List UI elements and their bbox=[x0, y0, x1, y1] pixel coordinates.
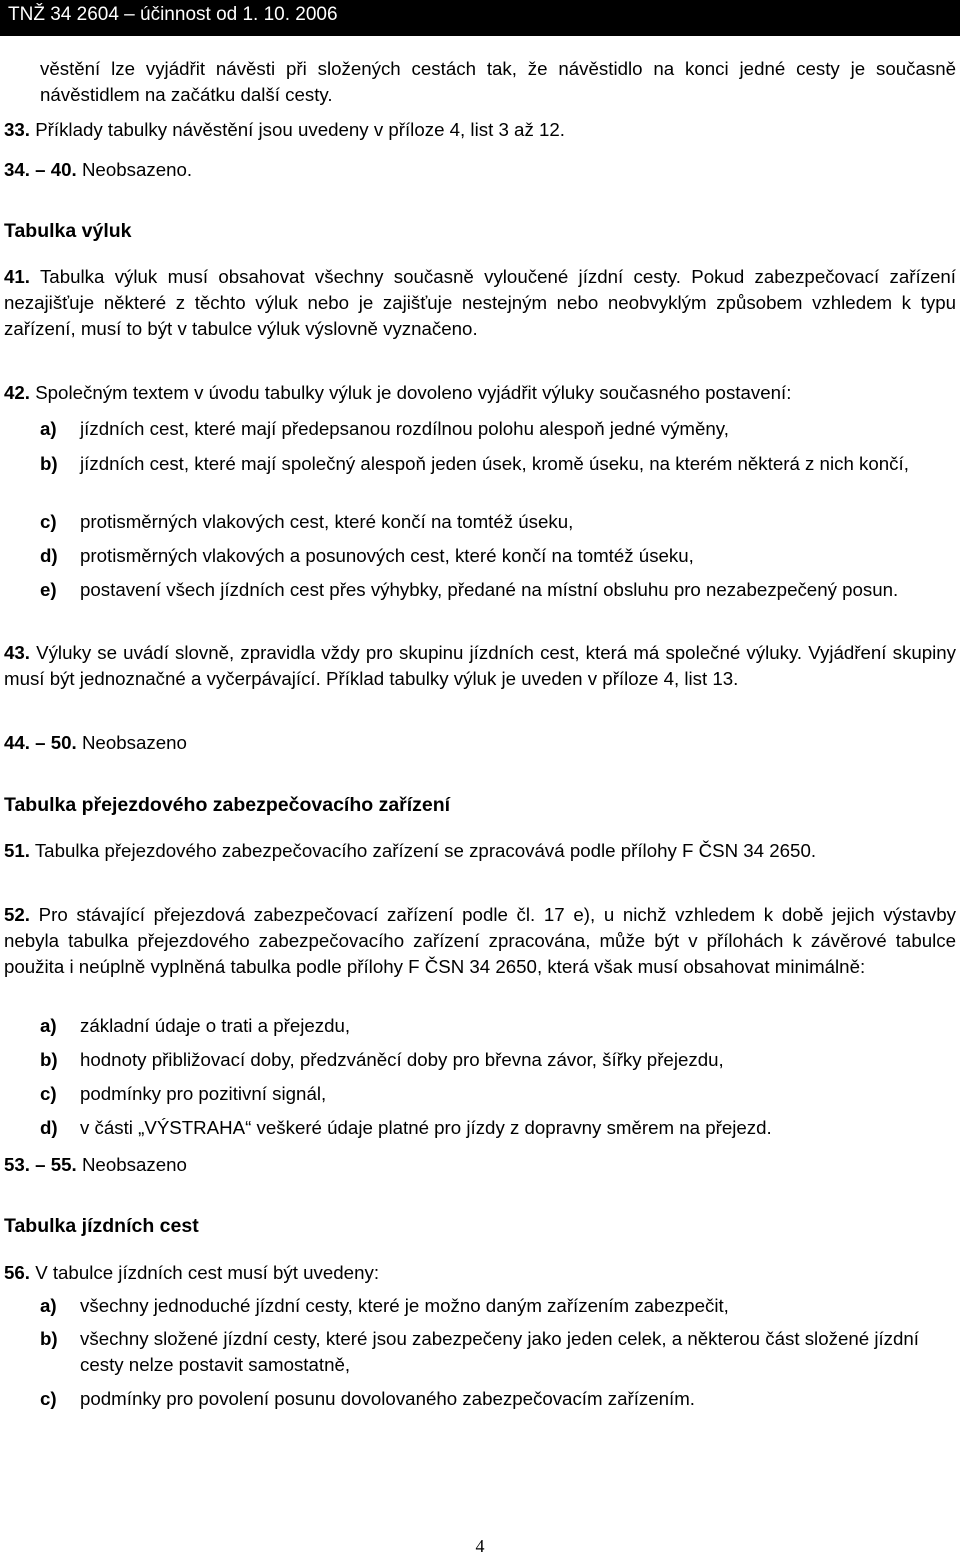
list-item-label: b) bbox=[40, 453, 58, 474]
paragraph-text: Neobsazeno. bbox=[81, 159, 193, 180]
paragraph-44-50 bbox=[4, 730, 920, 756]
list-item-text: protisměrných vlakových cest, které končí na tomtéž úseku, bbox=[80, 511, 574, 532]
list-item bbox=[40, 1386, 956, 1412]
list-item-label: a) bbox=[40, 1015, 57, 1036]
list-item-label: a) bbox=[40, 1295, 57, 1316]
paragraph-text: Společným textem v úvodu tabulky výluk je dovoleno vyjádřit výluky současného postavení: bbox=[35, 382, 792, 403]
list-item bbox=[40, 577, 956, 603]
paragraph-number: 52. bbox=[4, 904, 30, 925]
paragraph-text: Tabulka přejezdového zabezpečovacího zařízení se zpracovává podle přílohy F ČSN 34 2650. bbox=[34, 840, 817, 861]
paragraph-43 bbox=[4, 640, 956, 692]
list-item-label: c) bbox=[40, 1083, 57, 1104]
paragraph-42 bbox=[4, 380, 956, 406]
paragraph-text: Neobsazeno bbox=[81, 732, 187, 753]
paragraph-text: Příklady tabulky návěstění jsou uvedeny v příloze 4, list 3 až 12. bbox=[35, 119, 565, 140]
list-item bbox=[40, 1013, 956, 1039]
list-item bbox=[40, 451, 956, 477]
list-item-text: podmínky pro povolení posunu dovolovaného zabezpečovacím zařízením. bbox=[80, 1388, 695, 1409]
list-item-text: hodnoty přibližovací doby, předzváněcí doby pro břevna závor, šířky přejezdu, bbox=[80, 1049, 724, 1070]
paragraph-number: 41. bbox=[4, 266, 30, 287]
list-item bbox=[40, 509, 956, 535]
list-item-text: jízdních cest, které mají předepsanou rozdílnou polohu alespoň jedné výměny, bbox=[80, 418, 729, 439]
list-item-label: a) bbox=[40, 418, 57, 439]
paragraph-number: 51. bbox=[4, 840, 30, 861]
list-item bbox=[40, 1115, 956, 1141]
list-item-text: postavení všech jízdních cest přes výhybky, předané na místní obsluhu pro nezabezpečený posun. bbox=[80, 579, 899, 600]
paragraph-text: Pro stávající přejezdová zabezpečovací zařízení podle čl. 17 e), u nichž vzhledem k době jejich výstavby nebyla tabulka přejezdového zabezpečovacího zařízení zpracována, může být v přílohách k závěrové tabulce použita i neúplně vyplněná tabulka podle přílohy F ČSN 34 2650, která však musí obsahovat minimálně: bbox=[4, 904, 956, 977]
list-item-label: b) bbox=[40, 1049, 58, 1070]
list-item-text: protisměrných vlakových a posunových cest, které končí na tomtéž úseku, bbox=[80, 545, 694, 566]
list-item-label: d) bbox=[40, 1117, 58, 1138]
list-item bbox=[40, 1047, 956, 1073]
list-item-text: základní údaje o trati a přejezdu, bbox=[80, 1015, 351, 1036]
list-item bbox=[40, 416, 956, 442]
list-item bbox=[40, 1293, 956, 1319]
paragraph-number: 42. bbox=[4, 382, 30, 403]
paragraph-number: 34. – 40. bbox=[4, 159, 77, 180]
paragraph-41 bbox=[4, 264, 956, 342]
list-item-label: d) bbox=[40, 545, 58, 566]
list-item-text: podmínky pro pozitivní signál, bbox=[80, 1083, 327, 1104]
paragraph-text: Tabulka výluk musí obsahovat všechny současně vyloučené jízdní cesty. Pokud zabezpečovací zařízení nezajišťuje některé z těchto výluk nebo je zajišťuje nestejným nebo neobvyklým způsobem vzhledem k typu zařízení, musí to být v tabulce výluk výslovně vyznačeno. bbox=[4, 266, 956, 339]
section-heading-vyluk: Tabulka výluk bbox=[4, 220, 132, 242]
list-item-text: jízdních cest, které mají společný alespoň jeden úsek, kromě úseku, na kterém některá z nich končí, bbox=[80, 453, 909, 474]
paragraph-text: Neobsazeno bbox=[81, 1154, 187, 1175]
list-item-text: všechny složené jízdní cesty, které jsou zabezpečeny jako jeden celek, a některou část složené jízdní cesty nelze postavit samostatně, bbox=[80, 1328, 919, 1375]
list-item bbox=[40, 1081, 956, 1107]
paragraph-number: 53. – 55. bbox=[4, 1154, 77, 1175]
paragraph-number: 56. bbox=[4, 1262, 30, 1283]
list-item-label: c) bbox=[40, 1388, 57, 1409]
list-item-label: b) bbox=[40, 1328, 58, 1349]
intro-paragraph: věstění lze vyjádřit návěsti při složených cestách tak, že návěstidlo na konci jedné cesty je současně návěstidlem na začátku další cesty. bbox=[40, 58, 956, 105]
list-item-text: v části „VÝSTRAHA“ veškeré údaje platné pro jízdy z dopravny směrem na přejezd. bbox=[80, 1117, 772, 1138]
section-heading-jizdnich: Tabulka jízdních cest bbox=[4, 1215, 199, 1237]
paragraph-number: 44. – 50. bbox=[4, 732, 77, 753]
section-heading-prejezd: Tabulka přejezdového zabezpečovacího zařízení bbox=[4, 794, 451, 816]
paragraph-text: Výluky se uvádí slovně, zpravidla vždy pro skupinu jízdních cest, která má společné výluky. Vyjádření skupiny musí být jednoznačné a vyčerpávající. Příklad tabulky výluk je uveden v příloze 4, list 13. bbox=[4, 642, 956, 689]
paragraph-33 bbox=[4, 117, 920, 143]
page-header bbox=[0, 0, 960, 36]
header-title: TNŽ 34 2604 – účinnost od 1. 10. 2006 bbox=[8, 4, 338, 25]
paragraph-text: V tabulce jízdních cest musí být uvedeny: bbox=[35, 1262, 380, 1283]
paragraph-56 bbox=[4, 1260, 956, 1286]
list-item-text: všechny jednoduché jízdní cesty, které je možno daným zařízením zabezpečit, bbox=[80, 1295, 729, 1316]
list-item-label: c) bbox=[40, 511, 57, 532]
paragraph-52 bbox=[4, 902, 956, 980]
list-item bbox=[40, 543, 956, 569]
page-number: 4 bbox=[475, 1536, 485, 1556]
paragraph-34-40 bbox=[4, 157, 920, 183]
list-item bbox=[40, 1326, 956, 1378]
paragraph-number: 43. bbox=[4, 642, 30, 663]
list-item-label: e) bbox=[40, 579, 57, 600]
paragraph-51 bbox=[4, 838, 956, 864]
paragraph-53-55 bbox=[4, 1152, 920, 1178]
paragraph-number: 33. bbox=[4, 119, 30, 140]
